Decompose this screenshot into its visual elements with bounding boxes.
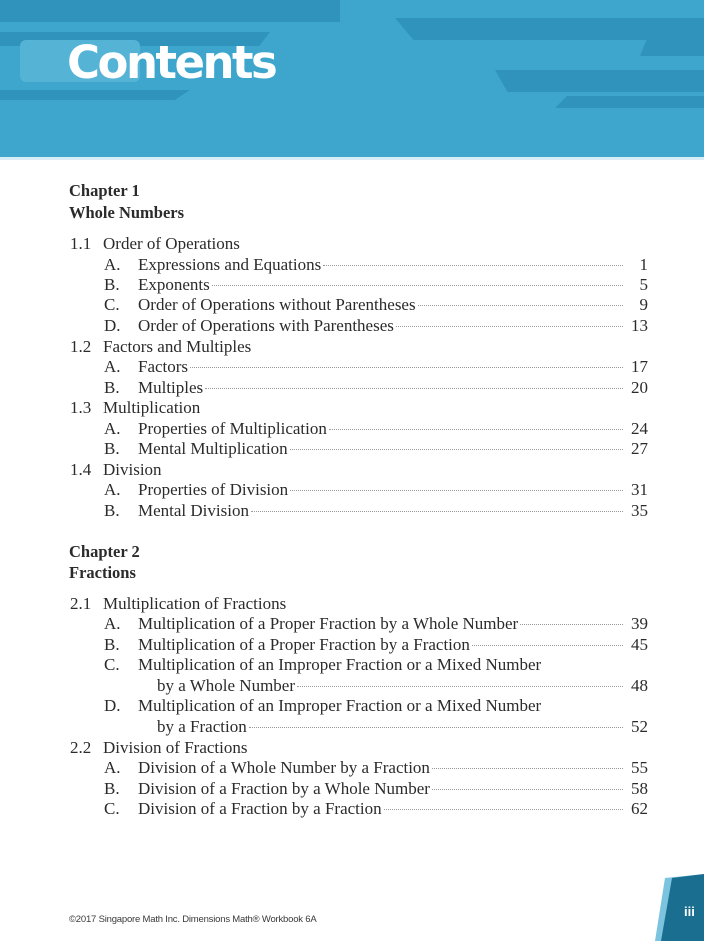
toc-entry[interactable] xyxy=(0,778,704,799)
dot-leader xyxy=(290,448,623,450)
banner-stripe xyxy=(495,70,704,92)
entry-letter: D. xyxy=(104,316,121,335)
section-heading xyxy=(0,737,704,758)
entry-letter: B. xyxy=(104,635,120,654)
section-number: 2.1 xyxy=(70,594,92,613)
dot-leader xyxy=(251,510,623,512)
dot-leader xyxy=(297,685,623,687)
page-number: 13 xyxy=(631,316,648,335)
page-number: 52 xyxy=(631,717,648,736)
toc-entry[interactable] xyxy=(0,479,704,500)
toc-entry[interactable] xyxy=(0,274,704,295)
entry-letter: C. xyxy=(104,295,120,314)
entry-letter: C. xyxy=(104,655,120,674)
banner-stripe xyxy=(0,90,190,100)
dot-leader xyxy=(205,387,623,389)
dot-leader xyxy=(384,808,623,810)
page-number: 5 xyxy=(639,275,648,294)
dot-leader xyxy=(190,366,623,368)
dot-leader xyxy=(329,428,623,430)
page-number: 9 xyxy=(639,295,648,314)
section-heading xyxy=(0,233,704,254)
entry-letter: A. xyxy=(104,614,121,633)
toc-entry-continued[interactable] xyxy=(0,675,704,696)
toc-entry[interactable] xyxy=(0,418,704,439)
page-number: 35 xyxy=(631,501,648,520)
page-number-label: iii xyxy=(684,904,695,919)
page-number: 62 xyxy=(631,799,648,818)
page-number: 17 xyxy=(631,357,648,376)
dot-leader xyxy=(396,325,623,327)
section-heading xyxy=(0,593,704,614)
entry-title: Properties of Multiplication xyxy=(138,419,327,438)
entry-title: Mental Division xyxy=(138,501,249,520)
section-number: 2.2 xyxy=(70,738,92,757)
toc-entry[interactable] xyxy=(0,695,704,716)
toc-entry[interactable] xyxy=(0,634,704,655)
chapter-name: Fractions xyxy=(69,563,136,582)
section-number: 1.4 xyxy=(70,460,92,479)
entry-letter: B. xyxy=(104,275,120,294)
entry-title-continued: by a Fraction xyxy=(157,717,247,736)
entry-title: Order of Operations without Parentheses xyxy=(138,295,416,314)
entry-title: Mental Multiplication xyxy=(138,439,288,458)
section-title: Order of Operations xyxy=(103,234,240,253)
entry-letter: D. xyxy=(104,696,121,715)
dot-leader xyxy=(290,489,623,491)
entry-title: Division of a Fraction by a Fraction xyxy=(138,799,382,818)
page-number: 24 xyxy=(631,419,648,438)
entry-title: Multiplication of an Improper Fraction or a Mixed Number xyxy=(138,655,542,674)
entry-title: Exponents xyxy=(138,275,210,294)
section-number: 1.2 xyxy=(70,337,92,356)
page-number: 1 xyxy=(639,255,648,274)
entry-letter: C. xyxy=(104,799,120,818)
dot-leader xyxy=(472,644,623,646)
page-number: 31 xyxy=(631,480,648,499)
dot-leader xyxy=(418,304,623,306)
toc-entry[interactable] xyxy=(0,294,704,315)
entry-letter: B. xyxy=(104,439,120,458)
dot-leader xyxy=(432,788,623,790)
entry-letter: B. xyxy=(104,779,120,798)
entry-title: Properties of Division xyxy=(138,480,289,499)
chapter-label: Chapter 1 xyxy=(69,181,140,200)
section-heading xyxy=(0,459,704,480)
page-number: 48 xyxy=(631,676,648,695)
dot-leader xyxy=(249,726,623,728)
toc-entry[interactable] xyxy=(0,438,704,459)
section-title: Division of Fractions xyxy=(103,738,248,757)
toc-entry[interactable] xyxy=(0,254,704,275)
toc-entry[interactable] xyxy=(0,613,704,634)
entry-title: Multiplication of an Improper Fraction or a Mixed Number xyxy=(138,696,542,715)
section-title: Factors and Multiples xyxy=(103,337,252,356)
dot-leader xyxy=(212,284,623,286)
section-title: Multiplication xyxy=(103,398,201,417)
banner-stripe xyxy=(640,40,704,56)
entry-title: Division of a Whole Number by a Fraction xyxy=(138,758,430,777)
dot-leader xyxy=(520,623,623,625)
entry-title: Multiples xyxy=(138,378,204,397)
entry-letter: B. xyxy=(104,501,120,520)
entry-letter: A. xyxy=(104,480,121,499)
page-number: 20 xyxy=(631,378,648,397)
banner-stripe xyxy=(470,25,560,34)
toc-entry[interactable] xyxy=(0,315,704,336)
dot-leader xyxy=(323,264,623,266)
entry-letter: A. xyxy=(104,758,121,777)
section-heading xyxy=(0,336,704,357)
page-number-tab xyxy=(655,874,704,941)
toc-entry-continued[interactable] xyxy=(0,716,704,737)
page-number: 27 xyxy=(631,439,648,458)
chapter-name: Whole Numbers xyxy=(69,203,185,222)
toc-entry[interactable] xyxy=(0,757,704,778)
entry-letter: A. xyxy=(104,357,121,376)
section-number: 1.1 xyxy=(70,234,92,253)
toc-entry[interactable] xyxy=(0,356,704,377)
section-title: Division xyxy=(103,460,162,479)
entry-letter: A. xyxy=(104,255,121,274)
section-number: 1.3 xyxy=(70,398,92,417)
section-title: Multiplication of Fractions xyxy=(103,594,287,613)
page-tab-shape-icon xyxy=(655,874,704,941)
entry-title: Expressions and Equations xyxy=(138,255,322,274)
copyright-footer: ©2017 Singapore Math Inc. Dimensions Math® Workbook 6A xyxy=(69,914,317,925)
entry-title: Division of a Fraction by a Whole Number xyxy=(138,779,430,798)
page-title: Contents xyxy=(67,36,276,89)
entry-title: Order of Operations with Parentheses xyxy=(138,316,394,335)
dot-leader xyxy=(432,767,623,769)
toc-entry[interactable] xyxy=(0,654,704,675)
page-number: 45 xyxy=(631,635,648,654)
section-heading xyxy=(0,397,704,418)
banner-stripe xyxy=(0,0,340,22)
entry-letter: A. xyxy=(104,419,121,438)
toc-entry[interactable] xyxy=(0,377,704,398)
page-number: 58 xyxy=(631,779,648,798)
entry-title-continued: by a Whole Number xyxy=(157,676,296,695)
entry-title: Factors xyxy=(138,357,189,376)
entry-title: Multiplication of a Proper Fraction by a Whole Number xyxy=(138,614,519,633)
entry-title: Multiplication of a Proper Fraction by a Fraction xyxy=(138,635,470,654)
banner-divider xyxy=(0,157,704,160)
banner-stripe xyxy=(555,96,704,108)
page-number: 39 xyxy=(631,614,648,633)
toc-entry[interactable] xyxy=(0,500,704,521)
page-number: 55 xyxy=(631,758,648,777)
entry-letter: B. xyxy=(104,378,120,397)
chapter-label: Chapter 2 xyxy=(69,542,140,561)
toc-entry[interactable] xyxy=(0,798,704,819)
